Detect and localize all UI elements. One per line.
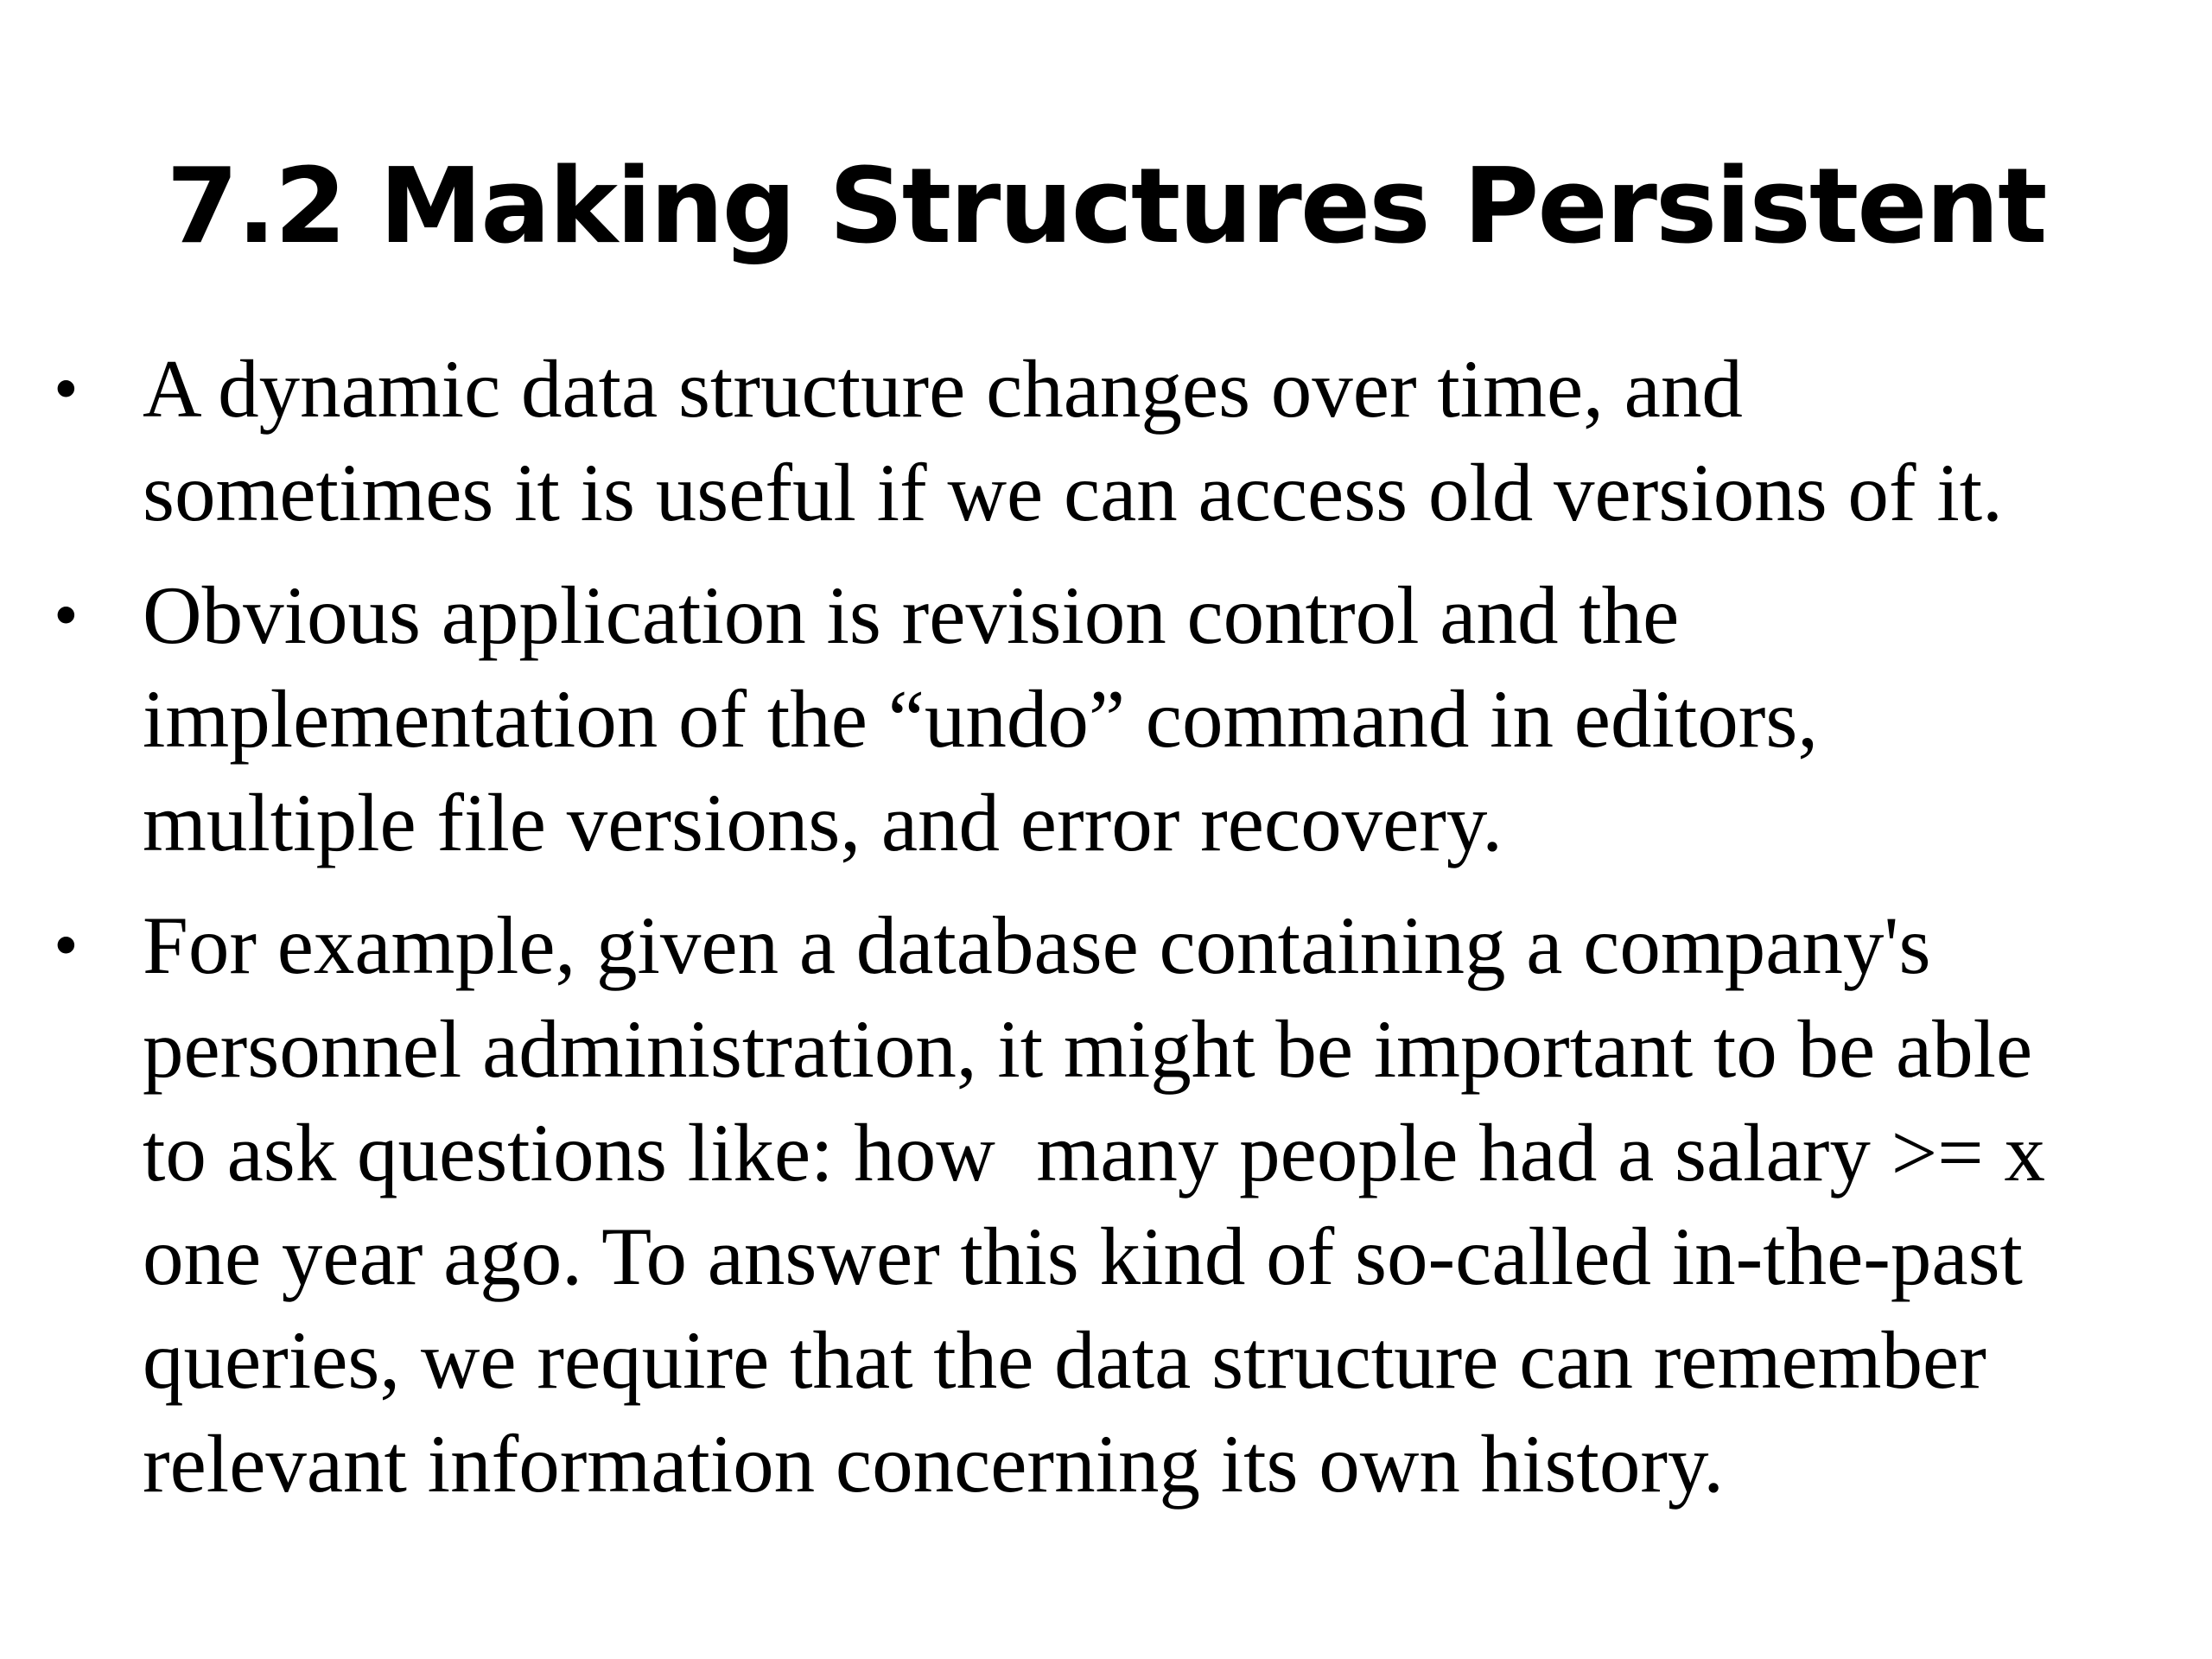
bullet-text [143, 563, 2199, 874]
bullet-point-icon: • [54, 349, 79, 428]
bullet-item [0, 337, 2212, 544]
bullet-item [0, 563, 2212, 874]
bullet-line: implementation of the “undo” command in editors, [143, 673, 1819, 765]
bullet-line: sometimes it is useful if we can access old versions of it. [143, 447, 2003, 538]
bullet-line: multiple file versions, and error recovery. [143, 777, 1503, 868]
slide-title: 7.2 Making Structures Persistent [166, 147, 2046, 267]
bullet-line: For example, given a database containing a company's [143, 899, 1931, 991]
bullet-line: queries, we require that the data structure can remember [143, 1314, 1986, 1406]
bullet-point-icon: • [54, 906, 79, 984]
bullet-line: Obvious application is revision control and the [143, 569, 1680, 661]
bullet-list [0, 337, 2212, 1535]
bullet-text [143, 893, 2199, 1516]
bullet-line: personnel administration, it might be important to be able [143, 1003, 2033, 1095]
bullet-item [0, 893, 2212, 1516]
bullet-line: one year ago. To answer this kind of so-called in-the-past [143, 1211, 2023, 1302]
bullet-text [143, 337, 2199, 544]
bullet-line: A dynamic data structure changes over time, and [143, 343, 1743, 435]
bullet-point-icon: • [54, 575, 79, 654]
bullet-line: to ask questions like: how many people had a salary >= x [143, 1107, 2045, 1198]
bullet-line: relevant information concerning its own history. [143, 1418, 1725, 1510]
